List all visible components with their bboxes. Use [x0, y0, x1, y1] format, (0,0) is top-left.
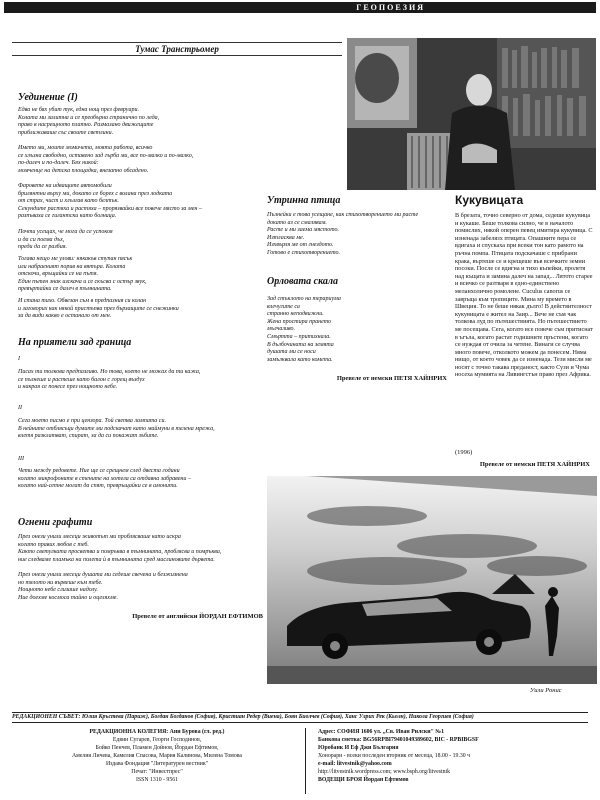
poem-stanza: Името ми, моите момичета, моята работа, всичко се хлъзна свободно, оставено зад гърба ми, все по-малко и по-малко, по-далеч и по-далеч. Бях никой: момченце на детска площадка, внезапно обсадено. [18, 145, 194, 174]
footer-line: Амелия Личева, Камелия Спасова, Мария Калинова, Милена Томова [72, 753, 242, 759]
footer-line: РЕДАКЦИОННА КОЛЕГИЯ: Ани Бурова (гл. ред.) [89, 729, 225, 735]
poem-stanza: Фаровете на идващите автомобили брилянтни върху ми, докато се борех с волана през лодката от страх, чист и хлъзгав като белтък. Секундите растяха и растяха – прорязвайки все повече място за мен – разпъваха се гигантски като болница. [18, 183, 202, 220]
part-number: III [18, 456, 24, 462]
prose-title: Кукувицата [455, 193, 524, 207]
prose-year: (1996) [455, 449, 473, 456]
poem-title-eagle-rock: Орловата скала [267, 276, 339, 287]
prose-text: В брезата, точно северно от дома, седеше кукувица и кукаше. Беше толкова силно, че в началото помислих, някой оперен певец имитира кукувица. С изненада забелязх птицата. Опашните пера се вдигаха и спускаха при всеки тон като рамото на ръчна помпа. Птицата подскачаше с прибрани крака, въртеше се и крещеше във всичките земни посоки. После се вдигна и тихо къпейки, пролетя над къщата и замина далеч на запад... Лятото старее и всичко се разтваря в едно-единствено меланхолично ромолене. Cuculus canorus се завръща към тропиците. Мина му времето в Швеция. То не беше някак дълго! В действителност кукувицата е жител на Заир... Вече не съм чак толкова луд по пътешествията. Но пътешествието ме посещава. Сега, когато все повече съм притиснат в ъгъла, когато растат годишните пръстени, когато се нуждая от очила за четене. Винаги се случва много повече, отколкото можем да понесем. Няма нищо, от което човек да се изненада. Тези мисли ме носят с точно такава преданост, както Сузи и Чума носеха мумията на Ливингстън право през Африка. [455, 212, 593, 379]
part-number: I [18, 356, 20, 362]
translator-credit: Превеле от немски ПЕТЯ ХАЙНРИХ [479, 461, 590, 468]
poem-stanza: Едва не бях убит тук, една нощ през февруари. Колата ми залитна и се преобърна странично по леда, право в насрещното платно. Размазано движещите приближаваше със своите светлини. [18, 107, 160, 136]
part-number: II [18, 405, 22, 411]
poem-stanza: И стана тихо. Обвезан съм в предпазния си колан и заговорих как някой пристъпва през бързащите се снежинки за да види какво е останало от мен. [18, 298, 179, 320]
poem-stanza: Почти усещах, че мога да се успокоя и да си поема дъх, преди да се разбия. [18, 229, 113, 251]
translator-credit: Превеле от английски ЙОРДАН ЕФТИМОВ [132, 613, 263, 620]
poem-text: Пълнейки е това усещане, как стихотворението ми расте докато аз се смалявам. Расте и ми заема мястото. Изтласква ме. Изхвърля ме от гнездото. Готово е стихотворението. [267, 212, 419, 256]
poem-title-graffiti: Огнени графити [18, 517, 93, 528]
poem-title-morning-bird: Утринна птица [267, 195, 341, 206]
footer-line: e-mail: litvestnik@yahoo.com [318, 761, 392, 767]
footer-line: Печат: "Инвестпрес" [131, 769, 183, 775]
poem-text: През онези унили месеци животът ми проблясваше като искра когато правих любов с теб. Както светулката просветва и помръква в тъмнината, проблясва и помръква, ние следваме пламъка на полета ѝ в тъмнината сред маслиновите дървета. През онези унили месеци душата ми седеше свечена и безжизнена но тялото ни вървеше към тебе. Нощното небе слизаше надолу. Ние доехме космоса тайно и оцеляхме. [18, 534, 222, 601]
footer-line: Бойко Пенчев, Пламен Дойнов, Йордан Ефтимов, [95, 745, 219, 751]
poem-text: Зад стъклото на терариума влечугите са странно неподвижни. Жена простира прането мълчаливо. Смъртта – притихнала. В дълбочината на земята душата ми се носи замълквала като комета. [267, 296, 341, 363]
street-photo-image [267, 476, 597, 684]
translator-credit: Превеле от немски ПЕТЯ ХАЙНРИХ [336, 375, 447, 382]
editorial-staff [12, 728, 302, 784]
poet-photo [347, 38, 596, 190]
section-title: ГЕОПОЕЗИЯ [356, 3, 425, 12]
author-name: Тумас Транстрьомер [12, 42, 342, 56]
footer-line: Хонорари - всеки последен вторник от месеца, 18.00 - 19.30 ч [318, 753, 471, 759]
photo-caption: Уили Ронис [530, 687, 562, 694]
footer-line: http://litvestnik.wordpress.com; www.bsph.org/litvestnik [318, 769, 451, 775]
footer-line: Банкова сметка: BG56RPBI79401049389602, BIC - RPBIBGSF [318, 737, 479, 743]
footer-divider [305, 728, 306, 794]
poem-stanza: Тогава нещо ме улови: някакъв ступан пясък или набраеният порив на вятъра. Колата отскочи, връщайки се на пътя. Един пътен знак изскача и се скъсва с остър звук, превъртайки се далеч в тъмнината. [18, 256, 147, 293]
footer-line: Адрес: СОФИЯ 1606 ул. „Св. Иван Рилски" №1 [318, 729, 444, 735]
footer-line: ISSN 1310 - 9561 [135, 777, 179, 783]
poem-title-friends: На приятели зад граница [18, 337, 132, 348]
editorial-board: РЕДАКЦИОНЕН СЪВЕТ: Юлия Кръстева (Париж), Богдан Богданов (София), Кристиан Редер (Виена), Боян Биолчев (София), Ханс Улрих Рек (Кьолн), Никола Георгиев (София) [12, 712, 588, 723]
footer-line: Издава Фондация "Литературен вестник" [105, 761, 209, 767]
footer-line: ВОДЕЩИ БРОЯ Йордан Ефтимов [318, 777, 409, 783]
poem-part: Чети между редовете. Ние ще се срещнем след двеста години когато микрофоните в стените на хотела са отдавна забравени – когато най-сетне могат да спят, превръщайки се в амонити. [18, 468, 191, 490]
footer-line: Едвин Сугарев, Георги Господинов, [112, 737, 202, 743]
street-photo [267, 476, 597, 684]
footer-line: Юробанк И Еф Джи България [318, 745, 399, 751]
poem-part: Писах ти толкова предпазливо. Но това, което не можах да ти кажа, се пълнеше и растеше като балон с горещ въздух и накрая се понесе през нощното небе. [18, 369, 201, 391]
poem-part: Сега моето писмо е при цензора. Той светва лампата си. В нейните отблясъци думите ми подскачат като маймуни в телена мрежа, влетя разклатват, спират, за да си покажат зъбите. [18, 418, 215, 440]
poem-title-solitude: Уединение (I) [18, 92, 78, 103]
publisher-info [318, 728, 590, 784]
poet-photo-image [347, 38, 596, 190]
